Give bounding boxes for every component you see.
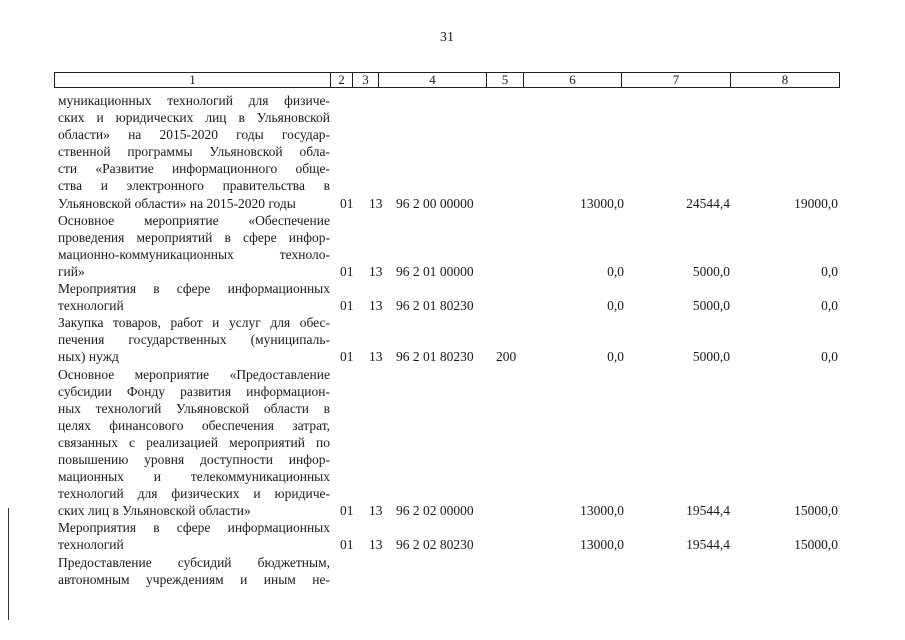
target-article-code: 96 2 00 00000 xyxy=(396,195,474,211)
description-line: повышению уровня доступности инфор- xyxy=(58,451,330,467)
row-description xyxy=(58,554,330,588)
description-line: Предоставление субсидий бюджетным, xyxy=(58,554,330,570)
subsection-code: 13 xyxy=(369,503,383,519)
column-header-4: 4 xyxy=(379,73,487,88)
amount-col-8: 0,0 xyxy=(821,349,838,365)
amount-col-8: 15000,0 xyxy=(794,503,838,519)
amount-col-7: 5000,0 xyxy=(692,349,730,365)
section-code: 01 xyxy=(340,195,354,211)
section-code: 01 xyxy=(340,298,354,314)
subsection-code: 13 xyxy=(369,298,383,314)
description-line: Мероприятия в сфере информационных xyxy=(58,281,330,297)
table-row xyxy=(58,519,848,553)
description-line: мационных и телекоммуникационных xyxy=(58,469,330,485)
row-description xyxy=(58,92,330,212)
amount-col-6: 13000,0 xyxy=(580,195,624,211)
description-line: Закупка товаров, работ и услуг для обес- xyxy=(58,315,330,331)
table-row xyxy=(58,280,848,314)
description-line: автономным учреждениям и иным не- xyxy=(58,571,330,587)
section-code: 01 xyxy=(340,349,354,365)
column-header-3: 3 xyxy=(353,73,379,88)
margin-binding-line xyxy=(8,508,9,620)
description-line: ства и электронного правительства в xyxy=(58,178,330,194)
section-code: 01 xyxy=(340,503,354,519)
table-row xyxy=(58,314,848,365)
amount-col-6: 0,0 xyxy=(607,349,624,365)
amount-col-7: 5000,0 xyxy=(692,298,730,314)
column-header-8: 8 xyxy=(731,73,840,88)
row-description xyxy=(58,519,330,553)
description-line: технологий xyxy=(58,298,124,314)
amount-col-7: 24544,4 xyxy=(686,195,730,211)
subsection-code: 13 xyxy=(369,537,383,553)
table-row xyxy=(58,92,848,212)
amount-col-7: 19544,4 xyxy=(686,503,730,519)
subsection-code: 13 xyxy=(369,263,383,279)
description-line: Ульяновской области» на 2015-2020 годы xyxy=(58,195,296,211)
target-article-code: 96 2 01 80230 xyxy=(396,349,474,365)
description-line: сти «Развитие информационного обще- xyxy=(58,161,330,177)
column-header-2: 2 xyxy=(331,73,353,88)
description-line: гий» xyxy=(58,263,85,279)
target-article-code: 96 2 02 80230 xyxy=(396,537,474,553)
budget-table-body xyxy=(58,92,848,588)
row-description xyxy=(58,314,330,365)
row-description xyxy=(58,212,330,280)
description-line: технологий для физических и юридиче- xyxy=(58,486,330,502)
table-row xyxy=(58,212,848,280)
description-line: целях финансового обеспечения затрат, xyxy=(58,417,330,433)
column-header-5: 5 xyxy=(487,73,524,88)
column-header-table xyxy=(54,72,840,88)
column-header-1: 1 xyxy=(55,73,331,88)
description-line: ственной программы Ульяновской обла- xyxy=(58,144,330,160)
amount-col-8: 19000,0 xyxy=(794,195,838,211)
subsection-code: 13 xyxy=(369,195,383,211)
amount-col-8: 15000,0 xyxy=(794,537,838,553)
column-header-6: 6 xyxy=(524,73,622,88)
description-line: ных) нужд xyxy=(58,349,119,365)
column-header-7: 7 xyxy=(622,73,731,88)
description-line: ских лиц в Ульяновской области» xyxy=(58,503,251,519)
description-line: Основное мероприятие «Предоставление xyxy=(58,366,330,382)
amount-col-6: 13000,0 xyxy=(580,503,624,519)
description-line: субсидии Фонду развития информацион- xyxy=(58,383,330,399)
description-line: технологий xyxy=(58,537,124,553)
section-code: 01 xyxy=(340,537,354,553)
amount-col-6: 0,0 xyxy=(607,263,624,279)
description-line: проведения мероприятий в сфере инфор- xyxy=(58,229,330,245)
description-line: области» на 2015-2020 годы государ- xyxy=(58,127,330,143)
expense-type-code: 200 xyxy=(496,349,517,365)
description-line: Основное мероприятие «Обеспечение xyxy=(58,212,330,228)
description-line: мационно-коммуникационных техноло- xyxy=(58,246,330,262)
section-code: 01 xyxy=(340,263,354,279)
description-line: Мероприятия в сфере информационных xyxy=(58,520,330,536)
row-description xyxy=(58,366,330,520)
table-row xyxy=(58,366,848,520)
target-article-code: 96 2 01 00000 xyxy=(396,263,474,279)
amount-col-8: 0,0 xyxy=(821,263,838,279)
amount-col-6: 13000,0 xyxy=(580,537,624,553)
target-article-code: 96 2 01 80230 xyxy=(396,298,474,314)
subsection-code: 13 xyxy=(369,349,383,365)
amount-col-7: 19544,4 xyxy=(686,537,730,553)
target-article-code: 96 2 02 00000 xyxy=(396,503,474,519)
description-line: печения государственных (муниципаль- xyxy=(58,332,330,348)
amount-col-7: 5000,0 xyxy=(692,263,730,279)
table-row xyxy=(58,554,848,588)
row-description xyxy=(58,280,330,314)
page-number: 31 xyxy=(440,30,454,45)
amount-col-6: 0,0 xyxy=(607,298,624,314)
column-header-row xyxy=(55,73,840,88)
description-line: муникационных технологий для физиче- xyxy=(58,93,330,108)
description-line: ских и юридических лиц в Ульяновской xyxy=(58,110,330,126)
description-line: связанных с реализацией мероприятий по xyxy=(58,434,330,450)
amount-col-8: 0,0 xyxy=(821,298,838,314)
description-line: ных технологий Ульяновской области в xyxy=(58,400,330,416)
